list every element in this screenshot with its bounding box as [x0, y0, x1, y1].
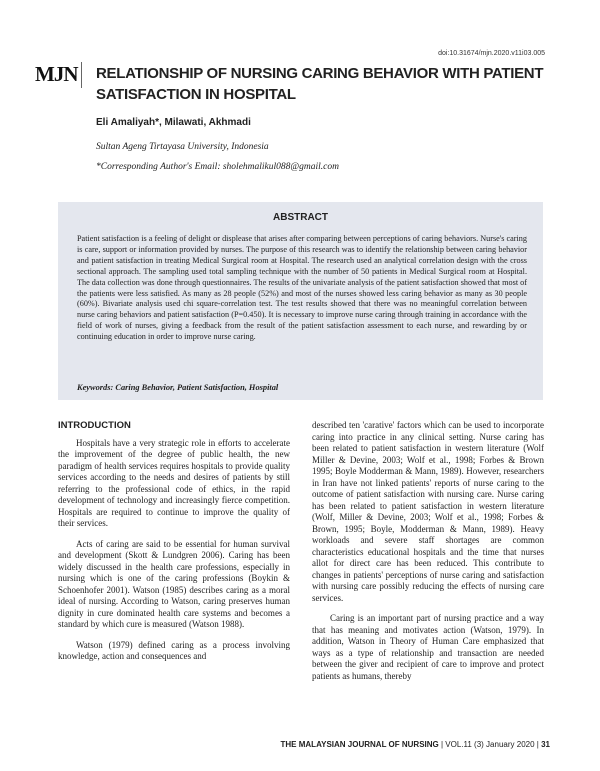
issue-info: VOL.11 (3) January 2020 — [445, 740, 535, 749]
page-footer: THE MALAYSIAN JOURNAL OF NURSING | VOL.11 (3) January 2020 | 31 — [280, 740, 550, 749]
journal-logo: MJN — [35, 62, 78, 86]
abstract-text: Patient satisfaction is a feeling of delight or displease that arises after comparing between perceptions of caring behaviors. Nurse's caring is care, support or information provided by nurses. The purpose of this research was to identify the relationship between caring behavior and patient satisfaction in treating Medical Surgical room at Hospital. The research used an analytical correlation design with the cross sectional approach. The sampling used total sampling technique with the number of 50 patients in Medical Surgical room at Hospital. The data collection was done through questionnaires. The results of the univariate analysis of the patient satisfaction showed that most of the patients were less satisfied. As many as 28 people (52%) and most of the nurses showed less caring behavior as many as 30 people (60%). Bivariate analysis used chi square-correlation test. The test results showed that there was no meaningful correlation between nurse caring behaviors and patient satisfaction (P=0.450). It is necessary to improve nurse caring through training in accordance with the field of work of nurses, giving a feedback from the result of the patient satisfaction assessment to each nurse, and rewarding by or continuing education in order to improve nurse caring. — [77, 234, 527, 342]
abstract-heading: ABSTRACT — [273, 212, 328, 223]
title-line-1: RELATIONSHIP OF NURSING CARING BEHAVIOR WITH PATIENT — [96, 65, 544, 82]
journal-name: THE MALAYSIAN JOURNAL OF NURSING — [280, 740, 439, 749]
paper-title — [96, 63, 556, 105]
paragraph: described ten 'carative' factors which can be used to incorporate caring into practice in any clinical setting. Nurse caring has been related to patient satisfaction in western literature (Wolf Miller & Devine, 2003; Wolf et al., 1998; Forbes & Brown 1995; Boyle Modderman & Mann, 1989). However, researchers in Iran have not linked patients' reports of nurse caring to the outcome of patient satisfaction with nursing care. Nurse caring has been related to patient satisfaction in western literature (Wolf, Miller & Devine, 2003; Wolf et al., 1998; Forbes & Brown, 1995; Boyle, Modderman & Mann, 1989). Heavy workloads and severe staff shortages are common characteristics educational hospitals and the time that nurses allot for direct care has been reduced. This contribute to changes in patients' perceptions of nurse caring and satisfaction with nursing care possibly reducing the effects of nursing care services. — [312, 420, 544, 603]
left-column — [58, 420, 290, 672]
doi-label: doi:10.31674/mjn.2020.v11i03.005 — [438, 50, 545, 57]
paragraph: Caring is an important part of nursing practice and a way that has meaning and motivates action (Watson, 1979). In addition, Watson in Theory of Human Care emphasized that ways as a type of relationship and transaction are needed between the giver and recipient of care to improve and protect patients as humans, thereby — [312, 613, 544, 681]
corresponding-email: *Corresponding Author's Email: sholehmalikul088@gmail.com — [96, 162, 339, 172]
paragraph: Watson (1979) defined caring as a process involving knowledge, action and consequences and — [58, 639, 290, 661]
intro-heading: INTRODUCTION — [58, 420, 131, 431]
authors: Eli Amaliyah*, Milawati, Akhmadi — [96, 117, 251, 128]
title-line-2: SATISFACTION IN HOSPITAL — [96, 86, 296, 103]
paragraph: Acts of caring are said to be essential for human survival and development (Skott & Lundgren 2006). Caring has been widely discussed in the health care professions, especially in nursing which is one of the caring professions (Boykin & Schoenhofer 2001). Watson (1985) describes caring as a moral ideal of nursing. According to Watson, caring preserves human dignity in cure dominated health care systems and becomes a standard by which cure is measured (Watson 1988). — [58, 538, 290, 629]
affiliation: Sultan Ageng Tirtayasa University, Indonesia — [96, 142, 269, 152]
keywords: Keywords: Caring Behavior, Patient Satisfaction, Hospital — [77, 383, 279, 392]
logo-divider — [81, 62, 82, 88]
right-column — [312, 420, 544, 691]
abstract-box — [58, 202, 543, 400]
page-number: 31 — [541, 740, 550, 749]
paragraph: Hospitals have a very strategic role in efforts to accelerate the improvement of the degree of public health, the new paradigm of health services requires hospitals to provide quality services according to the needs and desires of patients by still referring to the professional code of ethics, in the rapid development of technology and increasingly fierce competition. Hospitals are required to continue to improve the quality of their services. — [58, 437, 290, 528]
